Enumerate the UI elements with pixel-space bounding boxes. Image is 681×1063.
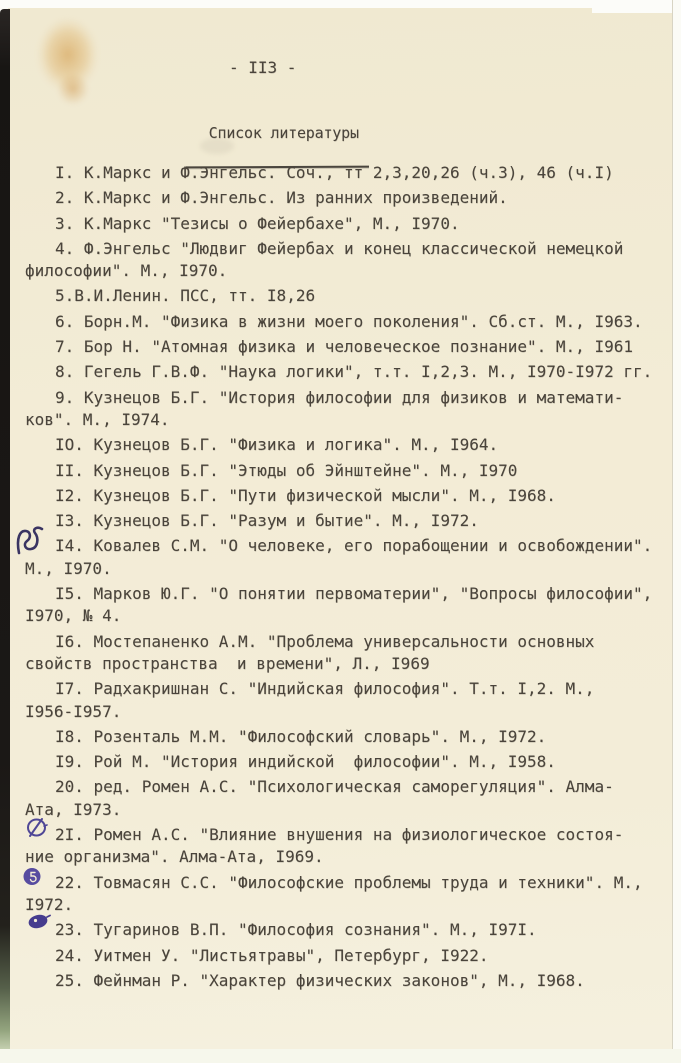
- bibliography-entry: [25, 361, 670, 383]
- entry-continuation-line: I956-I957.: [25, 701, 122, 721]
- bibliography-entry: [25, 336, 670, 358]
- bibliography-entry: [25, 238, 670, 283]
- scan-edge-bottom: [0, 1049, 681, 1063]
- bibliography-entry: [25, 970, 670, 992]
- ink-filled-circle-mark: [22, 866, 42, 887]
- entry-first-line: IO. Кузнецов Б.Г. "Физика и логика". М., I964.: [55, 435, 499, 455]
- book-spine-shadow: [0, 9, 10, 1051]
- bibliography-entry: [25, 945, 670, 967]
- bibliography-entry: [25, 583, 670, 628]
- bibliography-entry: [25, 510, 670, 532]
- entry-first-line: I3. Кузнецов Б.Г. "Разум и бытие". М., I972.: [55, 511, 479, 531]
- entry-first-line: 9. Кузнецов Б.Г. "История философии для физиков и математи-: [55, 387, 624, 407]
- ink-scribble-mark: [14, 522, 48, 560]
- entry-first-line: I9. Рой М. "История индийской философии". М., I958.: [55, 752, 556, 772]
- bibliography-entry: [25, 631, 670, 676]
- entry-first-line: 20. ред. Ромен А.С. "Психологическая саморегуляция". Алма-: [55, 777, 614, 797]
- ink-circle-slash-mark: [25, 817, 49, 838]
- bibliography-entry: [25, 872, 670, 917]
- entry-continuation-line: I970, № 4.: [25, 606, 122, 626]
- entry-continuation-line: I972.: [25, 894, 74, 914]
- entry-first-line: I2. Кузнецов Б.Г. "Пути физической мысли". М., I968.: [55, 485, 556, 505]
- bibliography-entry: [25, 824, 670, 869]
- bibliography-entry: [25, 919, 670, 941]
- entry-first-line: I. К.Маркс и Ф.Энгельс. Соч., тт 2,3,20,26 (ч.3), 46 (ч.I): [55, 163, 614, 182]
- bibliography-entry: [25, 434, 670, 456]
- scan-edge-right: [672, 0, 681, 1063]
- scan-edge-top: [0, 0, 681, 8]
- bibliography-entry: [25, 387, 670, 432]
- entry-first-line: 3. К.Маркс "Тезисы о Фейербахе", М., I970.: [55, 213, 460, 233]
- entry-first-line: 24. Уитмен У. "Листьятравы", Петербург, I922.: [55, 945, 489, 965]
- entry-first-line: 25. Фейнман Р. "Характер физических законов", М., I968.: [55, 970, 585, 990]
- bibliography-entry: [25, 285, 670, 307]
- entry-first-line: 2I. Ромен А.С. "Влияние внушения на физиологическое состоя-: [55, 825, 624, 845]
- entry-continuation-line: ков". М., I974.: [25, 409, 170, 429]
- bibliography-title-text: Список литературы: [208, 124, 359, 142]
- bibliography-entry: [25, 726, 670, 748]
- entry-first-line: II. Кузнецов Б.Г. "Этюды об Эйнштейне". М., I970: [55, 460, 518, 480]
- bibliography-entry: [25, 460, 670, 482]
- entry-continuation-line: свойств пространства и времени", Л., I969: [25, 653, 430, 673]
- ink-blob-mark: [26, 912, 51, 931]
- entry-continuation-line: философии". М., I970.: [25, 261, 228, 281]
- entry-continuation-line: М., I970.: [25, 558, 112, 578]
- entry-first-line: I7. Радхакришнан С. "Индийская философия". Т.т. I,2. М.,: [55, 679, 595, 699]
- entry-first-line: 7. Бор Н. "Атомная физика и человеческое познание". М., I961: [55, 337, 633, 357]
- bibliography-entry: [25, 678, 670, 723]
- entry-first-line: I4. Ковалев С.М. "О человеке, его порабощении и освобождении".: [55, 536, 653, 556]
- bibliography-entry: [25, 751, 670, 773]
- entry-first-line: 8. Гегель Г.В.Ф. "Наука логики", т.т. I,2,3. М., I970-I972 гг.: [55, 362, 653, 382]
- entry-continuation-line: Ата, I973.: [25, 799, 122, 819]
- bibliography-entry: [25, 311, 670, 333]
- bibliography-entry: [25, 187, 670, 209]
- entry-first-line: 2. К.Маркс и Ф.Энгельс. Из ранних произведений.: [55, 188, 508, 208]
- bibliography-entry: [25, 213, 670, 235]
- bibliography-title: [191, 106, 359, 160]
- entry-first-line: I8. Розенталь М.М. "Философский словарь". М., I972.: [55, 726, 547, 746]
- entry-first-line: 5.В.И.Ленин. ПСС, тт. I8,26: [55, 286, 316, 306]
- bibliography-entry: [25, 776, 670, 821]
- page-number: - II3 -: [229, 58, 297, 77]
- scan-edge-top-right: [592, 0, 681, 13]
- bibliography-list: [25, 162, 670, 995]
- entry-first-line: 22. Товмасян С.С. "Философские проблемы труда и техники". М.,: [55, 872, 643, 892]
- entry-continuation-line: ние организма". Алма-Ата, I969.: [25, 847, 324, 867]
- bibliography-entry: [25, 485, 670, 507]
- entry-first-line: 6. Борн.М. "Физика в жизни моего поколения". Сб.ст. М., I963.: [55, 311, 643, 331]
- entry-first-line: I6. Мостепаненко А.М. "Проблема универсальности основных: [55, 631, 595, 651]
- entry-first-line: 23. Тугаринов В.П. "Философия сознания". М., I97I.: [55, 920, 537, 940]
- bibliography-entry: [25, 162, 670, 184]
- bibliography-entry: [25, 535, 670, 580]
- paper-stain: [36, 16, 102, 108]
- entry-first-line: 4. Ф.Энгельс "Людвиг Фейербах и конец классической немецкой: [55, 238, 624, 258]
- entry-first-line: I5. Марков Ю.Г. "О понятии первоматерии", "Вопросы философии",: [55, 584, 653, 604]
